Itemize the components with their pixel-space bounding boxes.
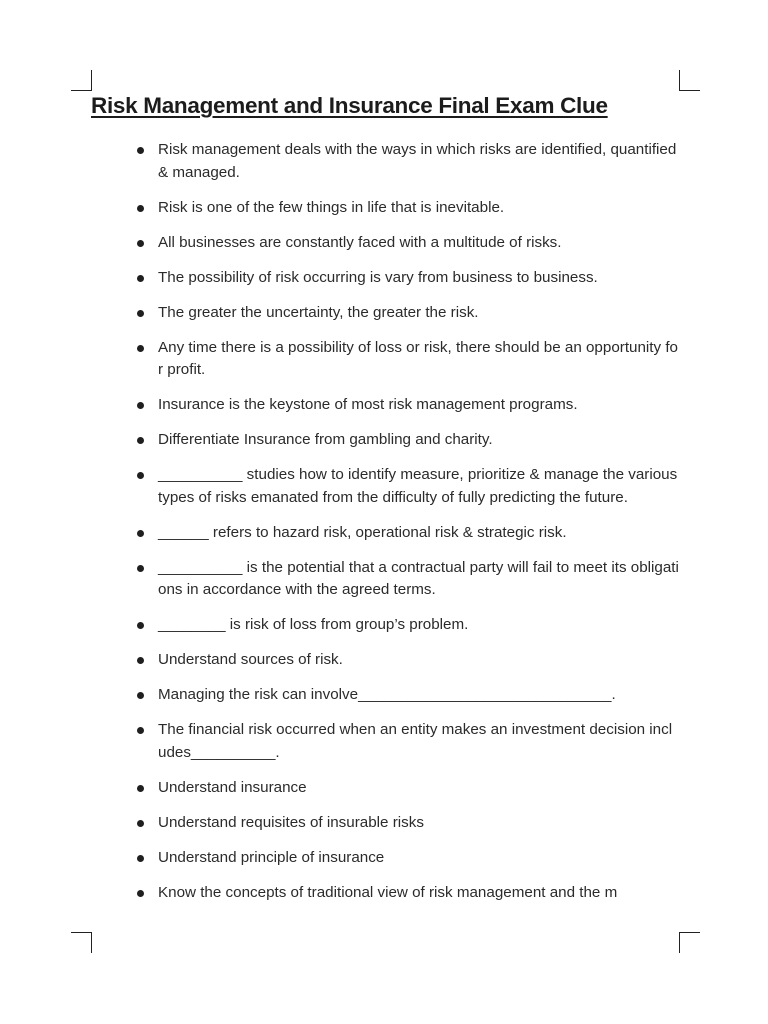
- list-item: [137, 267, 679, 290]
- list-item-text: All businesses are constantly faced with a multitude of risks.: [158, 233, 562, 251]
- list-item-text: Know the concepts of traditional view of risk management and the m: [158, 883, 618, 901]
- list-item-text: The financial risk occurred when an entity makes an investment decision includes__________.: [158, 721, 673, 761]
- bullet-icon: [137, 565, 144, 572]
- list-item: [137, 232, 679, 255]
- list-item-text: Understand requisites of insurable risks: [158, 813, 424, 831]
- list-item-text: Insurance is the keystone of most risk management programs.: [158, 396, 578, 413]
- list-item-text: Differentiate Insurance from gambling and charity.: [158, 431, 493, 448]
- list-item: [137, 882, 679, 905]
- clue-list: [137, 139, 679, 917]
- list-item-text: __________ is the potential that a contractual party will fail to meet its obligations in accordance with the agreed terms.: [158, 558, 679, 598]
- list-item-text: Understand principle of insurance: [158, 848, 385, 866]
- bullet-icon: [137, 147, 144, 154]
- list-item: [137, 812, 679, 835]
- list-item: [137, 337, 679, 382]
- list-item: [137, 557, 679, 602]
- document-title: Risk Management and Insurance Final Exam Clue: [91, 93, 608, 118]
- list-item: [137, 394, 679, 417]
- list-item: [137, 649, 679, 672]
- bullet-icon: [137, 530, 144, 537]
- bullet-icon: [137, 275, 144, 282]
- bullet-icon: [137, 240, 144, 247]
- bullet-icon: [137, 855, 144, 862]
- list-item: [137, 684, 679, 707]
- bullet-icon: [137, 622, 144, 629]
- list-item: [137, 429, 679, 452]
- list-item-text: The possibility of risk occurring is vary from business to business.: [158, 268, 598, 286]
- list-item-text: ______ refers to hazard risk, operational risk & strategic risk.: [158, 523, 567, 541]
- bullet-icon: [137, 727, 144, 734]
- list-item-text: ________ is risk of loss from group’s problem.: [158, 616, 469, 633]
- bullet-icon: [137, 310, 144, 317]
- list-item-text: Managing the risk can involve______________________________.: [158, 686, 616, 703]
- list-item-text: Understand insurance: [158, 778, 307, 796]
- bullet-icon: [137, 890, 144, 897]
- list-item: [137, 614, 679, 637]
- bullet-icon: [137, 820, 144, 827]
- list-item-text: __________ studies how to identify measure, prioritize & manage the various types of risks emanated from the difficulty of fully predicting the future.: [158, 466, 678, 506]
- crop-mark-bottom-left: [71, 932, 92, 953]
- bullet-icon: [137, 472, 144, 479]
- list-item: [137, 197, 679, 220]
- bullet-icon: [137, 692, 144, 699]
- list-item: [137, 522, 679, 545]
- crop-mark-top-right: [679, 70, 700, 91]
- list-item: [137, 777, 679, 800]
- list-item: [137, 719, 679, 764]
- list-item-text: Risk is one of the few things in life that is inevitable.: [158, 198, 505, 216]
- bullet-icon: [137, 437, 144, 444]
- bullet-icon: [137, 345, 144, 352]
- list-item: [137, 302, 679, 325]
- list-item: [137, 847, 679, 870]
- list-item-text: Risk management deals with the ways in which risks are identified, quantified & managed.: [158, 141, 677, 181]
- bullet-icon: [137, 402, 144, 409]
- list-item-text: Understand sources of risk.: [158, 651, 343, 668]
- bullet-icon: [137, 657, 144, 664]
- crop-mark-top-left: [71, 70, 92, 91]
- list-item-text: The greater the uncertainty, the greater the risk.: [158, 303, 479, 321]
- list-item-text: Any time there is a possibility of loss or risk, there should be an opportunity for profit.: [158, 338, 679, 378]
- list-item: [137, 139, 679, 184]
- bullet-icon: [137, 785, 144, 792]
- list-item: [137, 464, 679, 509]
- bullet-icon: [137, 205, 144, 212]
- crop-mark-bottom-right: [679, 932, 700, 953]
